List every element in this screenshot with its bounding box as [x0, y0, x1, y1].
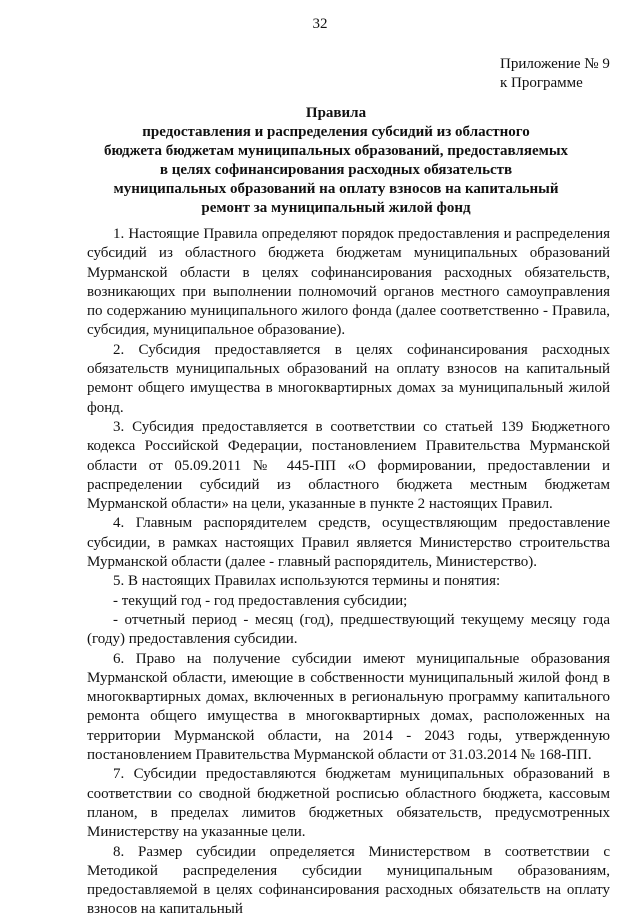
appendix-line-2: к Программе	[500, 75, 583, 91]
title-line-3: бюджета бюджетам муниципальных образований, предоставляемых	[103, 143, 569, 159]
paragraph-5-term-1: - текущий год - год предоставления субсидии;	[113, 592, 408, 609]
document-body	[87, 225, 610, 920]
paragraph-1: 1. Настоящие Правила определяют порядок предоставления и распределения субсидий из областного бюджета бюджетам муниципальных образований Мурманской области в целях софинансирования расходных обязательств, возникающих при выполнении полномочий органов местного самоуправления по содержанию муниципального жилого фонда (далее соответственно - Правила, субсидия, муниципальное образование).	[87, 226, 610, 339]
title-line-6: ремонт за муниципальный жилой фонд	[201, 200, 471, 216]
paragraph-5: 5. В настоящих Правилах используются термины и понятия:	[113, 573, 501, 590]
paragraph-3: 3. Субсидия предоставляется в соответствии со статьей 139 Бюджетного кодекса Российской Федерации, постановлением Правительства Мурманской области от 05.09.2011 № 445-ПП «О формировании, предоставлении и распределении субсидий из областного бюджета местным бюджетам Мурманской области» на цели, указанные в пункте 2 настоящих Правил.	[87, 418, 610, 513]
page-number: 32	[312, 16, 328, 32]
title-line-1: Правила	[305, 105, 367, 121]
paragraph-2: 2. Субсидия предоставляется в целях софинансирования расходных обязательств муниципальных образований на оплату взносов на капитальный ремонт общего имущества в многоквартирных домах за муниципальный жилой фонд.	[87, 341, 610, 416]
title-line-5: муниципальных образований на оплату взносов на капитальный	[113, 181, 559, 197]
title-line-4: в целях софинансирования расходных обязательств	[159, 162, 513, 178]
appendix-line-1: Приложение № 9	[500, 56, 610, 72]
appendix-reference	[500, 55, 610, 93]
paragraph-6: 6. Право на получение субсидии имеют муниципальные образования Мурманской области, имеющие в собственности муниципальный жилой фонд в многоквартирных домах, включенных в региональную программу капитального ремонта общего имущества в многоквартирных домах, расположенных на территории Мурманской области, на 2014 - 2043 годы, утвержденную постановлением Правительства Мурманской области от 31.03.2014 № 168-ПП.	[87, 650, 610, 764]
paragraph-7: 7. Субсидии предоставляются бюджетам муниципальных образований в соответствии со сводной бюджетной росписью областного бюджета, кассовым планом, в пределах лимитов бюджетных обязательств, предусмотренных Министерству на указанные цели.	[87, 766, 610, 841]
paragraph-8: 8. Размер субсидии определяется Министерством в соответствии с Методикой распределения субсидии муниципальным образованиям, предоставляемой в целях софинансирования расходных обязательств на оплату взносов на капитальный	[87, 843, 610, 918]
paragraph-4: 4. Главным распорядителем средств, осуществляющим предоставление субсидии, в рамках настоящих Правил является Министерство строительства Мурманской области (далее - главный распорядитель, Министерство).	[87, 515, 610, 571]
title-line-2: предоставления и распределения субсидий из областного	[142, 124, 530, 140]
document-title	[60, 104, 612, 218]
paragraph-5-term-2: - отчетный период - месяц (год), предшествующий текущему месяцу года (году) предоставления субсидии.	[87, 611, 610, 648]
